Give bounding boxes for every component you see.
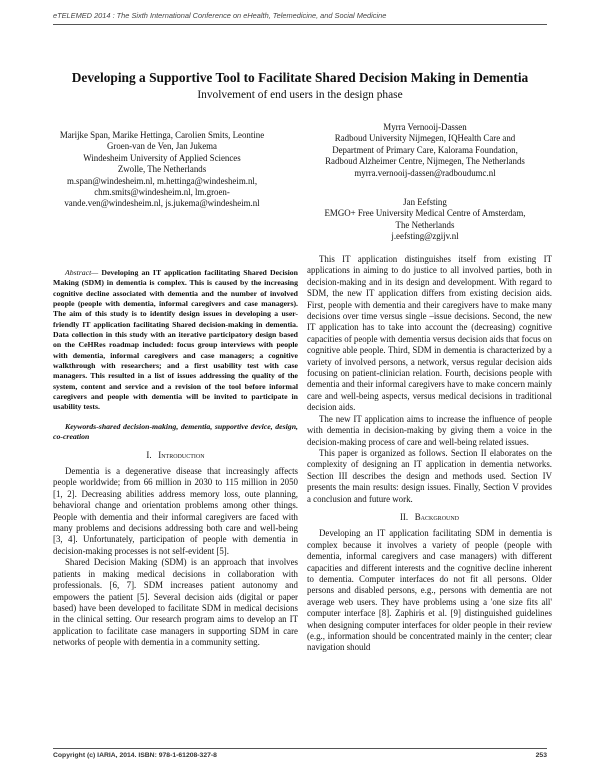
keywords: Keywords-shared decision-making, dementia, supportive device, design, co-creation [53, 421, 298, 442]
email-line: chm.smits@windesheim.nl, lm.groen- [94, 187, 230, 198]
affiliation-line: The Netherlands [395, 219, 455, 230]
email-line: m.span@windesheim.nl, m.hettinga@windesheim.nl, [66, 175, 258, 186]
abstract-text: Developing an IT application facilitating Shared Decision Making (SDM) in dementia is complex. This is caused by the increasing cognitive decline associated with dementia and the number of involved people (people with dementia, informal caregivers and case managers). The aim of this study is to identify design issues in developing a user-friendly IT application facilitating Shared decision-making in dementia. Data collection in this study with an iterative participatory design based on the CeHRes roadmap included: focus group interviews with people with dementia, informal caregivers and case managers; a cognitive walkthrough with researchers; and a first usability test with case managers. This resulted in a list of issues addressing the quality of the system, content and service and a revision of the tool before informal caregivers and people with dementia will be invited to participate in usability tests. [53, 268, 298, 412]
abstract [53, 268, 298, 443]
body-paragraph: Shared Decision Making (SDM) is an approach that involves patients in making medical decisions in collaboration with professionals. [6, 7]. SDM increases patient autonomy and empowers the patient [5]. Several decision aids (digital or paper based) have been developed to facilitate SDM in medical decisions in the clinical setting. Our research program aims to develop an IT application to facilitate case managers in supporting SDM in care networks of people with dementia in a community setting. [53, 557, 298, 648]
author-block-left [42, 130, 282, 210]
header-rule [53, 24, 547, 25]
email-line: vande.ven@windesheim.nl, js.jukema@windesheim.nl [64, 198, 260, 209]
author-line: Marijke Span, Marike Hettinga, Carolien Smits, Leontine [59, 130, 265, 140]
author-line: Jan Eefsting [403, 197, 447, 207]
body-paragraph: Developing an IT application facilitating SDM in dementia is complex because it involves a variety of people (people with dementia, informal caregivers and case managers) with different capacities and different interests and the cognitive decline inherent to dementia. Computer interfaces do not fit all persons. Older persons and disabled persons, e.g., persons with dementia are not average web users. They have problems using a 'one size fits all' computer interface [8]. Zaphiris et al. [9] distinguished guidelines when designing computer interfaces for older people in their review (e.g., information should be concentrated mainly in the center; clear navigation should [307, 528, 552, 653]
author-line: Groen-van de Ven, Jan Jukema [107, 141, 217, 152]
page-number: 253 [535, 752, 547, 759]
body-paragraph: Dementia is a degenerative disease that increasingly affects people worldwide; from 66 million in 2030 to 115 million in 2050 [1, 2]. Decreasing abilities address memory loss, oute planning, behavioral change and orientation problems among other things. People with dementia and their informal caregivers are faced with many problems and decisions addressing both care and well-being [3, 4]. Unfortunately, participation of people with dementia in decision-making processes is not self-evident [5]. [53, 466, 298, 556]
body-paragraph: This IT application distinguishes itself from existing IT applications in aiming to do justice to all involved parties, both in decision-making and in its design and development. With regard to SDM, the new IT application differs from existing decision aids. First, people with dementia and their caregivers have to make many decisions over time versus single –issue decisions. Second, the new IT application has to take into account the (decreasing) cognitive capacities of people with dementia versus decision aids that focus on cognitive able people. Third, SDM in dementia is characterized by a variety of involved persons, a network, versus regular decision aids focusing on patient-clinician relation. Fourth, decisions people with dementia and their informal caregivers have to make concern mainly care and well-being aspects, versus medical decisions in traditional decision aids. [307, 254, 552, 413]
affiliation-line: Radboud Alzheimer Centre, Nijmegen, The Netherlands [325, 156, 525, 167]
affiliation-line: Zwolle, The Netherlands [117, 164, 207, 175]
email-line: myrra.vernooij-dassen@radboudumc.nl [354, 167, 496, 178]
abstract-label: Abstract— [65, 268, 99, 277]
email-line: j.eefsting@zgijv.nl [391, 231, 459, 242]
left-column [53, 268, 298, 649]
body-paragraph: The new IT application aims to increase the influence of people with dementia in decision-making by giving them a voice in the decision-making process of care and well-being related issues. [307, 413, 552, 447]
author-block-right-2 [300, 197, 550, 243]
affiliation-line: Radboud University Nijmegen, IQHealth Care and [334, 133, 516, 144]
author-line: Myrra Vernooij-Dassen [383, 122, 467, 132]
affiliation-line: Windesheim University of Applied Sciences [83, 152, 241, 163]
right-column [307, 254, 552, 654]
running-header: eTELEMED 2014 : The Sixth International Conference on eHealth, Telemedicine, and Social Medicine [53, 11, 387, 20]
affiliation-line: Department of Primary Care, Kalorama Foundation, [332, 144, 518, 155]
paper-subtitle: Involvement of end users in the design phase [197, 89, 403, 101]
footer-rule [53, 748, 547, 749]
paper-title: Developing a Supportive Tool to Facilitate Shared Decision Making in Dementia [71, 70, 529, 85]
author-block-right-1 [300, 122, 550, 179]
section-heading-background: II. Background [399, 511, 460, 522]
section-heading-introduction: I. Introduction [146, 449, 205, 460]
abstract-paragraph [53, 268, 298, 413]
affiliation-line: EMGO+ Free University Medical Centre of Amsterdam, [324, 208, 526, 219]
footer-copyright: Copyright (c) IARIA, 2014. ISBN: 978-1-61208-327-8 [53, 752, 217, 759]
body-paragraph: This paper is organized as follows. Section II elaborates on the complexity of designing an IT application in dementia networks. Section III describes the design and methods used. Section IV presents the main results: design issues. Finally, Section V provides a conclusion and future work. [307, 447, 552, 504]
